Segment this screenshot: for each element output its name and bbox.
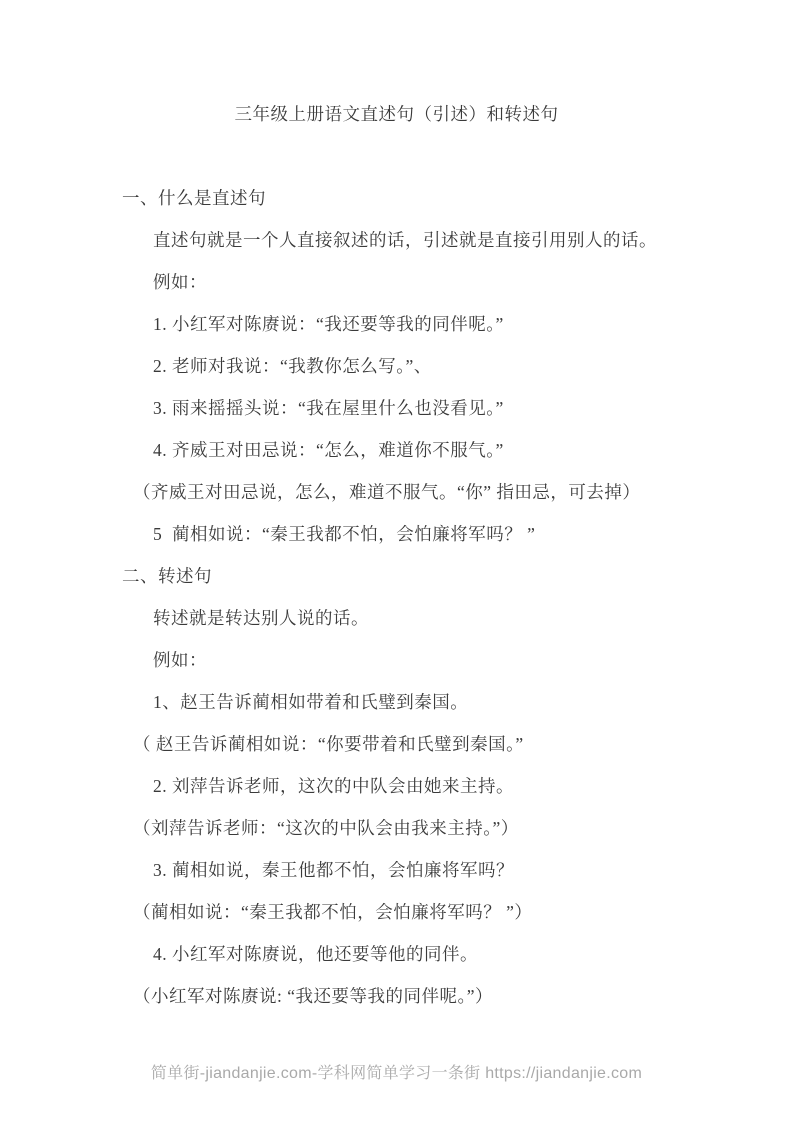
page-title: 三年级上册语文直述句（引述）和转述句 — [234, 104, 559, 124]
example-sentence: 4. 小红军对陈赓说，他还要等他的同伴。 — [153, 944, 478, 964]
example-note: （刘萍告诉老师：“这次的中队会由我来主持。”） — [133, 818, 519, 838]
section-2-intro: 转述就是转达别人说的话。 — [153, 608, 369, 628]
example-note: （蔺相如说：“秦王我都不怕，会怕廉将军吗？ ”） — [133, 902, 533, 922]
section-direct-speech — [0, 177, 793, 555]
example-sentence: 1. 小红军对陈赓说：“我还要等我的同伴呢。” — [153, 314, 504, 334]
watermark-footer: 简单街-jiandanjie.com-学科网简单学习一条街 https://jiandanjie.com — [150, 1065, 643, 1082]
example-sentence: 2. 老师对我说：“我教你怎么写。”、 — [153, 356, 432, 376]
section-2-example-label: 例如： — [153, 650, 207, 670]
example-sentence: 5 蔺相如说：“秦王我都不怕，会怕廉将军吗？ ” — [153, 524, 536, 544]
example-note: （齐威王对田忌说，怎么，难道不服气。“你” 指田忌，可去掉） — [133, 482, 641, 502]
example-sentence: 1、赵王告诉蔺相如带着和氏璧到秦国。 — [153, 692, 469, 712]
example-note: （ 赵王告诉蔺相如说：“你要带着和氏璧到秦国。” — [133, 734, 524, 754]
example-sentence: 3. 雨来摇摇头说：“我在屋里什么也没看见。” — [153, 398, 504, 418]
section-1-intro: 直述句就是一个人直接叙述的话，引述就是直接引用别人的话。 — [153, 230, 657, 250]
section-1-heading: 一、什么是直述句 — [122, 188, 266, 208]
example-note: （小红军对陈赓说: “我还要等我的同伴呢。”） — [133, 986, 494, 1006]
example-sentence: 3. 蔺相如说，秦王他都不怕，会怕廉将军吗？ — [153, 860, 514, 880]
example-sentence: 4. 齐威王对田忌说：“怎么，难道你不服气。” — [153, 440, 504, 460]
section-1-example-label: 例如： — [153, 272, 207, 292]
section-reported-speech — [0, 555, 793, 1017]
example-sentence: 2. 刘萍告诉老师，这次的中队会由她来主持。 — [153, 776, 514, 796]
section-2-heading: 二、转述句 — [122, 566, 212, 586]
